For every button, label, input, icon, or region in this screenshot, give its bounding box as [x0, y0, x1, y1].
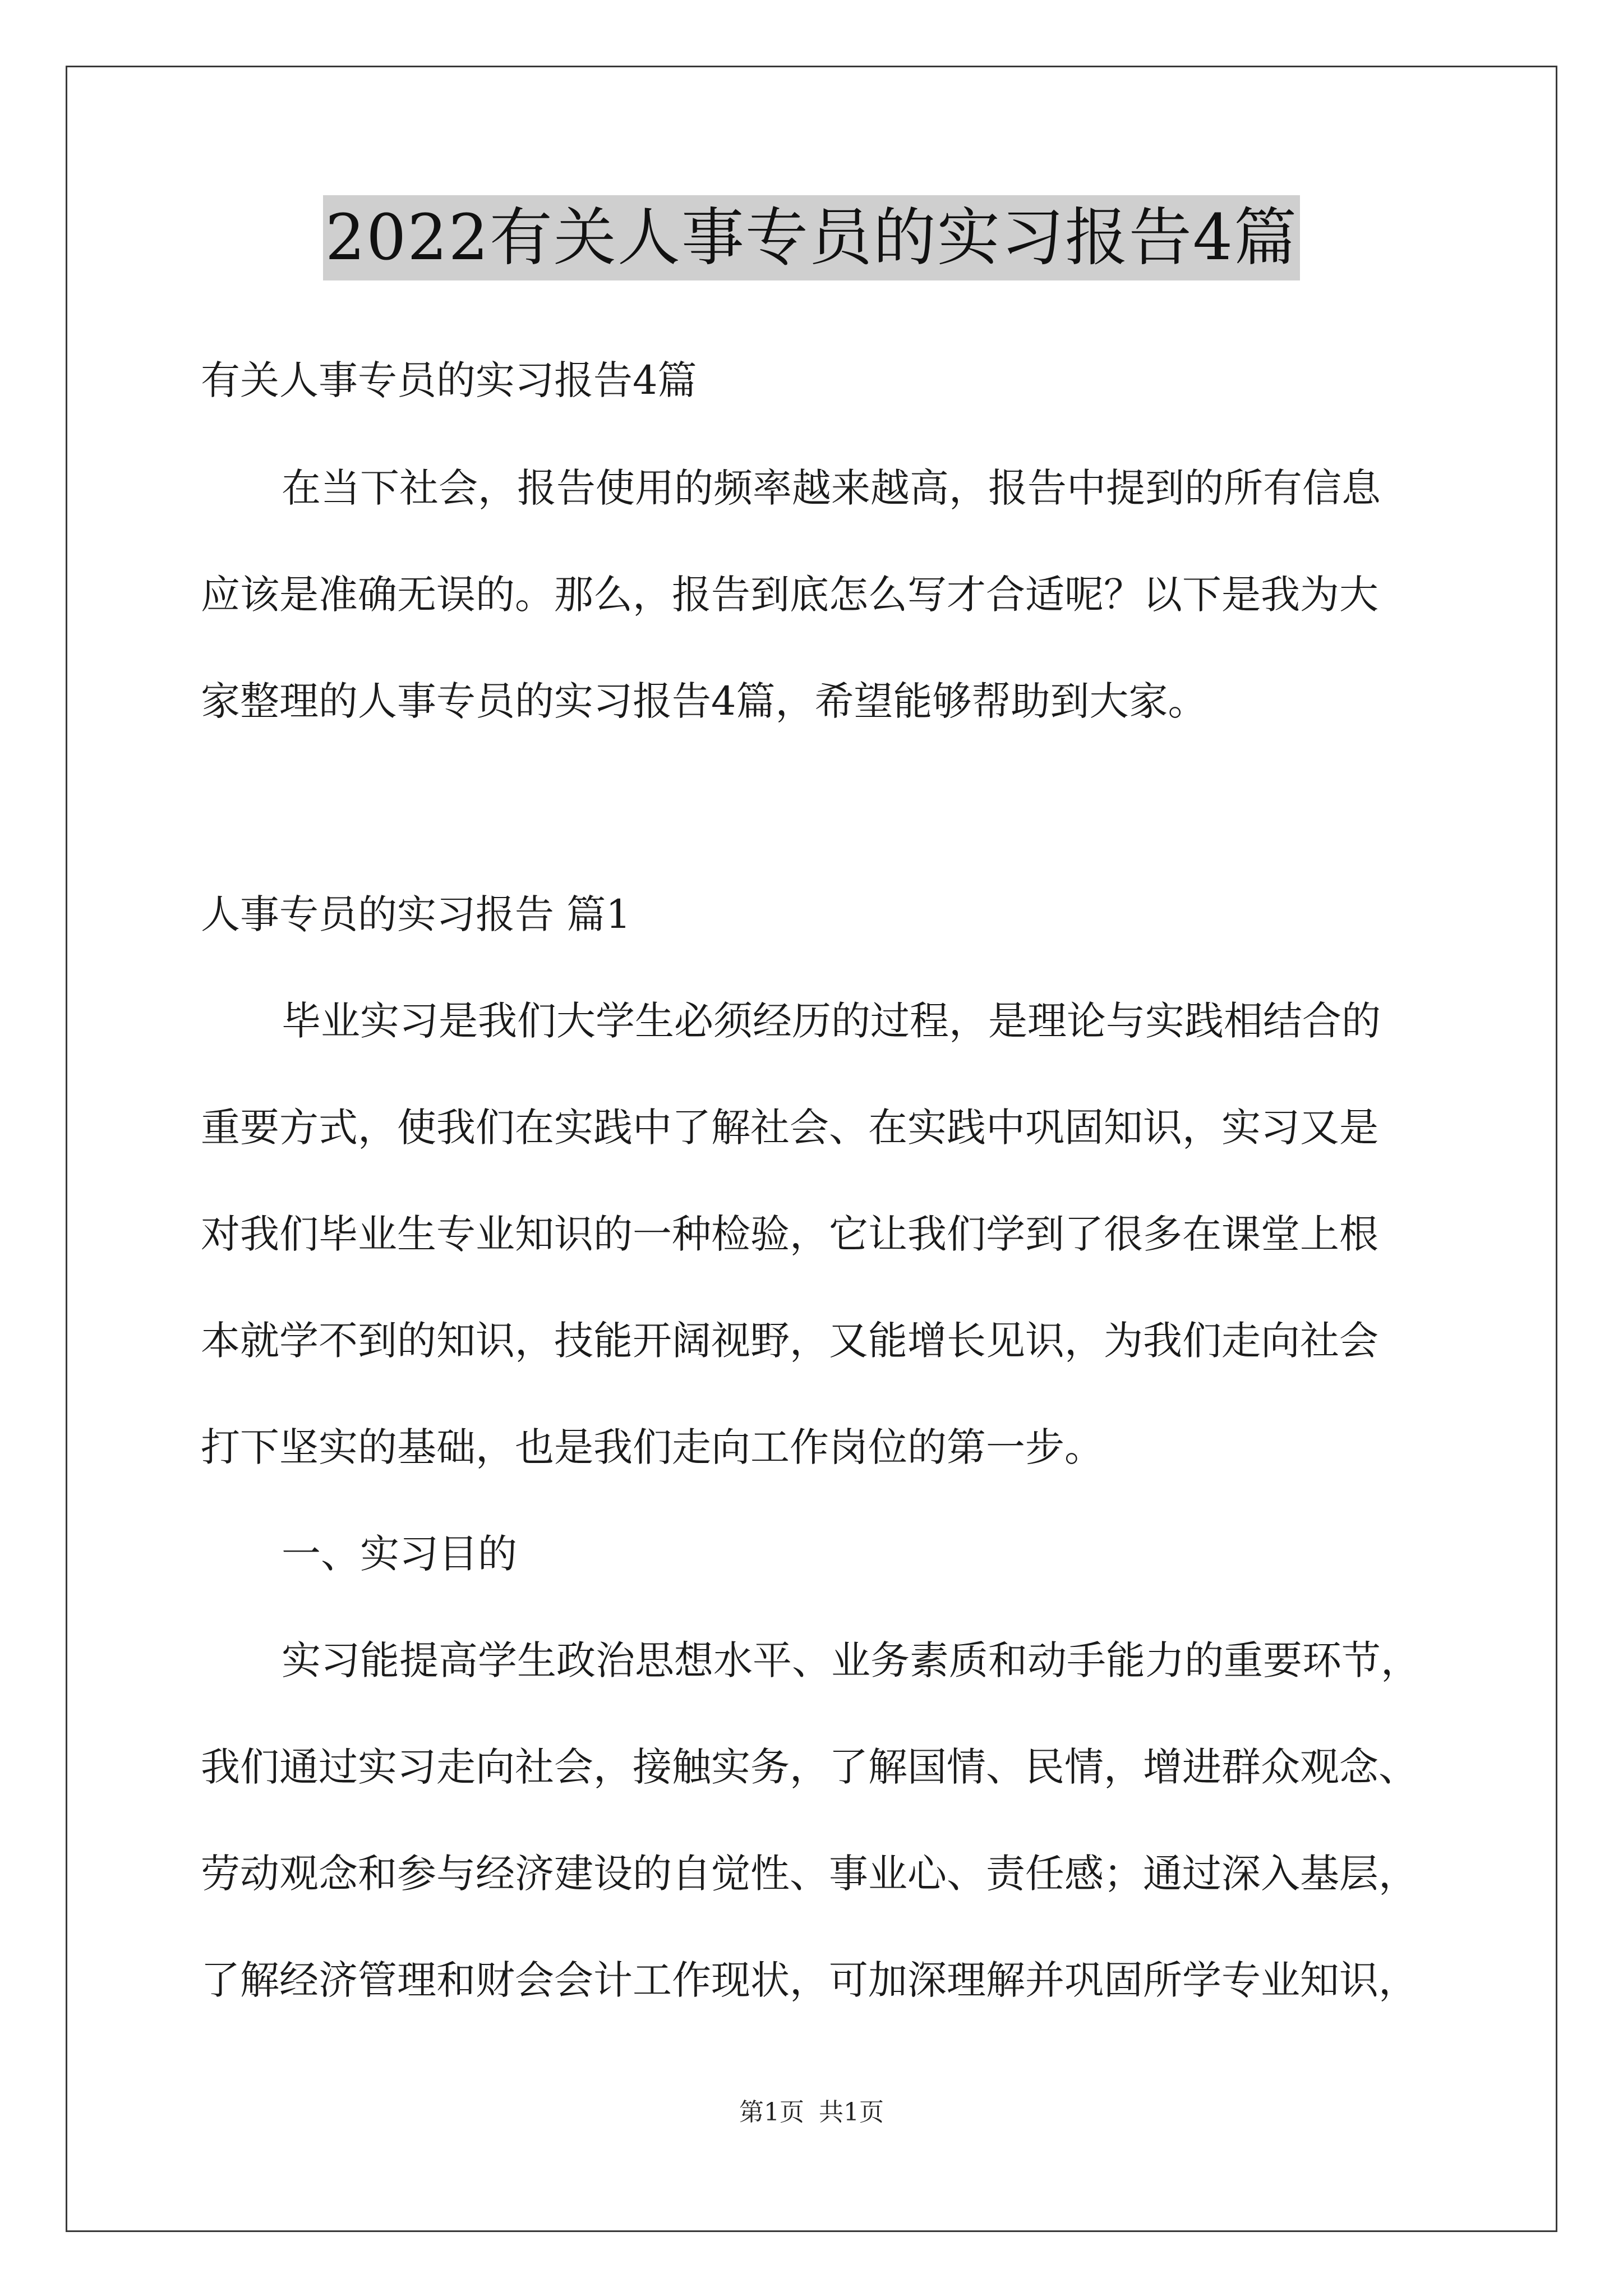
paragraph-line: 实习能提高学生政治思想水平、业务素质和动手能力的重要环节，: [282, 1637, 1420, 1683]
section-heading: 人事专员的实习报告 篇1: [201, 891, 631, 937]
paragraph-line: 毕业实习是我们大学生必须经历的过程，是理论与实践相结合的: [282, 998, 1381, 1044]
page-footer: [0, 2096, 1623, 2129]
paragraph-line: 了解经济管理和财会会计工作现状，可加深理解并巩固所学专业知识，: [201, 1957, 1418, 2003]
paragraph-line: 打下坚实的基础，也是我们走向工作岗位的第一步。: [201, 1424, 1104, 1470]
page-number-current: 第1页: [739, 2098, 804, 2127]
paragraph-line: 对我们毕业生专业知识的一种检验，它让我们学到了很多在课堂上根: [201, 1211, 1378, 1257]
paragraph-line: 重要方式，使我们在实践中了解社会、在实践中巩固知识，实习又是: [201, 1105, 1378, 1151]
intro-line: 在当下社会，报告使用的频率越来越高，报告中提到的所有信息: [282, 465, 1381, 511]
title-container: [0, 195, 1623, 280]
document-title: 2022有关人事专员的实习报告4篇: [323, 195, 1300, 280]
page-number-total: 共1页: [819, 2098, 884, 2127]
paragraph-line: 本就学不到的知识，技能开阔视野，又能增长见识，为我们走向社会: [201, 1318, 1378, 1364]
document-subtitle: 有关人事专员的实习报告4篇: [201, 357, 697, 403]
intro-line: 家整理的人事专员的实习报告4篇，希望能够帮助到大家。: [201, 678, 1207, 724]
paragraph-line: 劳动观念和参与经济建设的自觉性、事业心、责任感；通过深入基层，: [201, 1851, 1418, 1897]
intro-line: 应该是准确无误的。那么，报告到底怎么写才合适呢？以下是我为大: [201, 572, 1378, 618]
subheading: 一、实习目的: [282, 1531, 517, 1577]
paragraph-line: 我们通过实习走向社会，接触实务，了解国情、民情，增进群众观念、: [201, 1744, 1418, 1790]
